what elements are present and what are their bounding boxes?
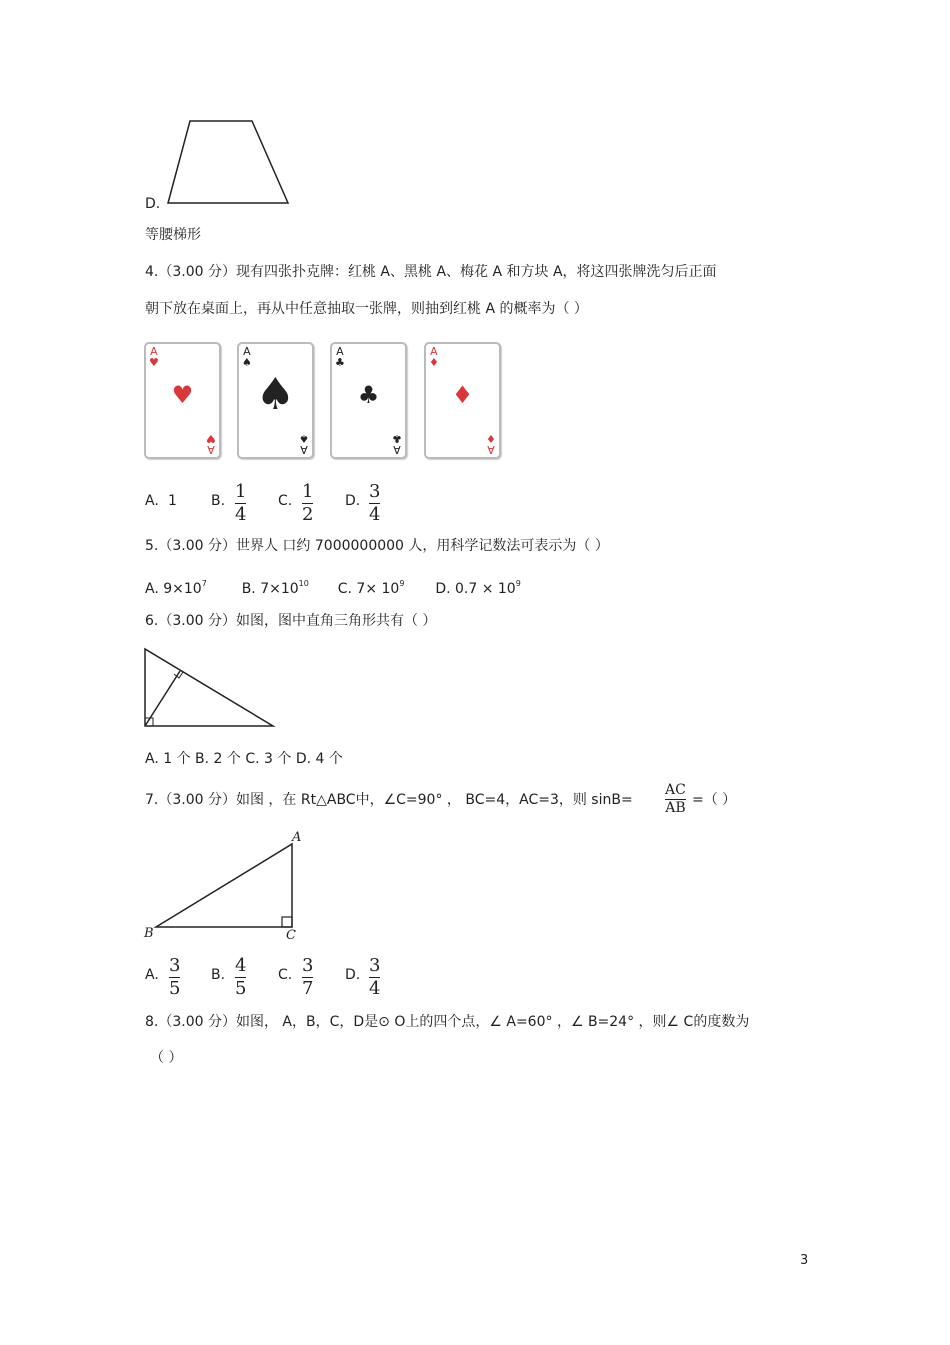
q7-option-b-fraction: 4 5 <box>235 955 247 999</box>
q4-option-a-value: 1 <box>168 493 177 509</box>
q7-option-d-label: D. <box>345 967 361 983</box>
trapezoid-figure <box>160 115 300 210</box>
q5-option-c: C. $7\times 10^9$ <box>337 579 405 597</box>
q5-stem: 5.（3.00 分）世界人 口约 7000000000 人，用科学记数法可表示为（ ） <box>145 538 609 554</box>
q4-stem-line1: 4.（3.00 分）现有四张扑克牌：红桃 A、黑桃 A、梅花 A 和方块 A，将这四张牌洗匀后正面 <box>145 264 717 280</box>
card-corner-bottom: A ♣ <box>392 432 402 456</box>
q7-stem-end: =（ ） <box>692 792 737 808</box>
q7-option-b-label: B. <box>211 967 226 983</box>
q4-option-d-label: D. <box>345 493 361 509</box>
vertex-label-a: A <box>292 830 302 845</box>
card-ace-hearts <box>144 342 221 459</box>
vertex-label-c: C <box>286 928 296 943</box>
spade-icon: ♠ <box>255 369 296 420</box>
q3-option-d-label: D. <box>145 196 161 212</box>
card-corner-top: A ♠ <box>242 345 252 369</box>
card-ace-clubs <box>330 342 407 459</box>
q4-option-c-label: C. <box>278 493 293 509</box>
triangle-abc-figure <box>140 830 310 945</box>
q4-option-b-fraction: 1 4 <box>235 481 247 525</box>
q4-stem-line2: 朝下放在桌面上，再从中任意抽取一张牌，则抽到红桃 A 的概率为（ ） <box>145 301 588 317</box>
q5-options <box>145 575 521 598</box>
q4-option-c-fraction: 1 2 <box>302 481 314 525</box>
right-triangle-altitude-figure <box>140 645 280 730</box>
heart-icon: ♥ <box>171 381 194 409</box>
q4-option-b-label: B. <box>211 493 226 509</box>
q7-option-a-fraction: 3 5 <box>169 955 181 999</box>
diamond-icon: ♦ <box>451 381 474 409</box>
card-corner-bottom: A ♦ <box>486 432 496 456</box>
q7-option-a-label: A. <box>145 967 159 983</box>
card-ace-spades <box>237 342 314 459</box>
q6-options: A. 1 个 B. 2 个 C. 3 个 D. 4 个 <box>145 751 343 767</box>
q7-option-d-fraction: 3 4 <box>369 955 381 999</box>
q5-option-a: A. $9\times 10^7$ <box>145 579 207 597</box>
q7-option-c-label: C. <box>278 967 293 983</box>
q6-stem: 6.（3.00 分）如图，图中直角三角形共有（ ） <box>145 613 437 629</box>
vertex-label-b: B <box>144 926 154 941</box>
q3-option-d-caption: 等腰梯形 <box>145 227 201 243</box>
q7-option-c-fraction: 3 7 <box>302 955 314 999</box>
q4-option-d-fraction: 3 4 <box>369 481 381 525</box>
q7-stem: 7.（3.00 分）如图 ，在 Rt△ABC中，∠C=90° ， BC=4，AC=3，则 sinB= <box>145 792 633 808</box>
q4-option-a-label: A. <box>145 493 159 509</box>
card-ace-diamonds <box>424 342 501 459</box>
q5-option-d: D. $0.7 \times 10^9$ <box>435 579 521 597</box>
card-corner-bottom: A ♠ <box>299 432 309 456</box>
card-corner-bottom: A ♥ <box>206 432 216 456</box>
q8-stem-line1: 8.（3.00 分）如图， A，B，C，D是⊙ O上的四个点，∠ A=60° ，∠ B=24° ，则∠ C的度数为 <box>145 1014 750 1030</box>
card-corner-top: A ♥ <box>149 345 159 369</box>
card-corner-top: A ♣ <box>335 345 345 369</box>
q8-stem-line2: （ ） <box>150 1050 183 1066</box>
club-icon: ♣ <box>357 381 380 409</box>
q5-option-b: B. $7\times 10^{10}$ <box>241 579 309 597</box>
q7-sinb-fraction: AC AB <box>665 782 686 816</box>
card-corner-top: A ♦ <box>429 345 439 369</box>
page-number: 3 <box>800 1253 809 1268</box>
